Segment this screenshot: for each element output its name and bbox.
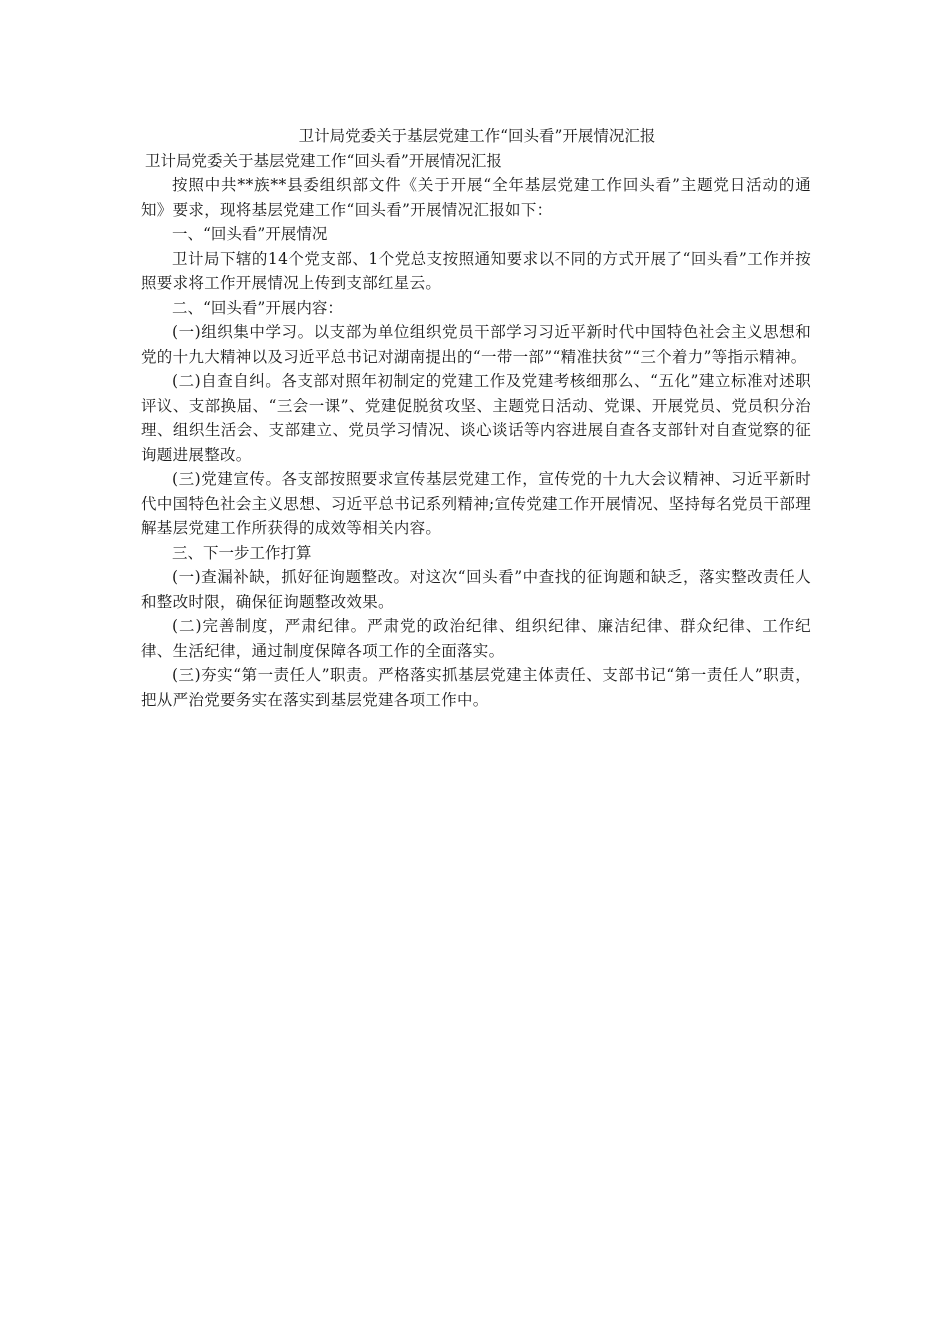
section-3-item-3: (三)夯实“第一责任人”职责。严格落实抓基层党建主体责任、支部书记“第一责任人”职责，把从严治党要务实在落实到基层党建各项工作中。 [141,666,811,709]
section-2-item-1: (一)组织集中学习。以支部为单位组织党员干部学习习近平新时代中国特色社会主义思想和党的十九大精神以及习近平总书记对湖南提出的“一带一部”“精准扶贫”“三个着力”等指示精神。 [141,323,811,366]
section-1-heading: 一、“回头看”开展情况 [172,225,328,243]
section-3-item-2: (二)完善制度，严肃纪律。严肃党的政治纪律、组织纪律、廉洁纪律、群众纪律、工作纪律、生活纪律，通过制度保障各项工作的全面落实。 [141,617,811,660]
section-3-item-1: (一)查漏补缺，抓好征询题整改。对这次“回头看”中查找的征询题和缺乏，落实整改责任人和整改时限，确保征询题整改效果。 [141,568,811,611]
document-subtitle: 卫计局党委关于基层党建工作“回头看”开展情况汇报 [145,151,502,170]
section-1-paragraph: 卫计局下辖的14个党支部、1个党总支按照通知要求以不同的方式开展了“回头看”工作并按照要求将工作开展情况上传到支部红星云。 [141,249,811,292]
section-2-item-3: (三)党建宣传。各支部按照要求宣传基层党建工作，宣传党的十九大会议精神、习近平新时代中国特色社会主义思想、习近平总书记系列精神;宣传党建工作开展情况、坚持每名党员干部理解基层党建工作所获得的成效等相关内容。 [141,470,811,537]
document-body [141,124,811,712]
section-2-item-2: (二)自查自纠。各支部对照年初制定的党建工作及党建考核细那么、“五化”建立标准对述职评议、支部换届、“三会一课”、党建促脱贫攻坚、主题党日活动、党课、开展党员、党员积分治理、组织生活会、支部建立、党员学习情况、谈心谈话等内容进展自查各支部针对自查觉察的征询题进展整改。 [141,372,811,464]
intro-paragraph: 按照中共**族**县委组织部文件《关于开展“全年基层党建工作回头看”主题党日活动的通知》要求，现将基层党建工作“回头看”开展情况汇报如下： [141,176,811,219]
section-3-heading: 三、下一步工作打算 [172,543,312,562]
section-2-heading: 二、“回头看”开展内容： [172,298,343,317]
document-title: 卫计局党委关于基层党建工作“回头看”开展情况汇报 [298,127,656,145]
